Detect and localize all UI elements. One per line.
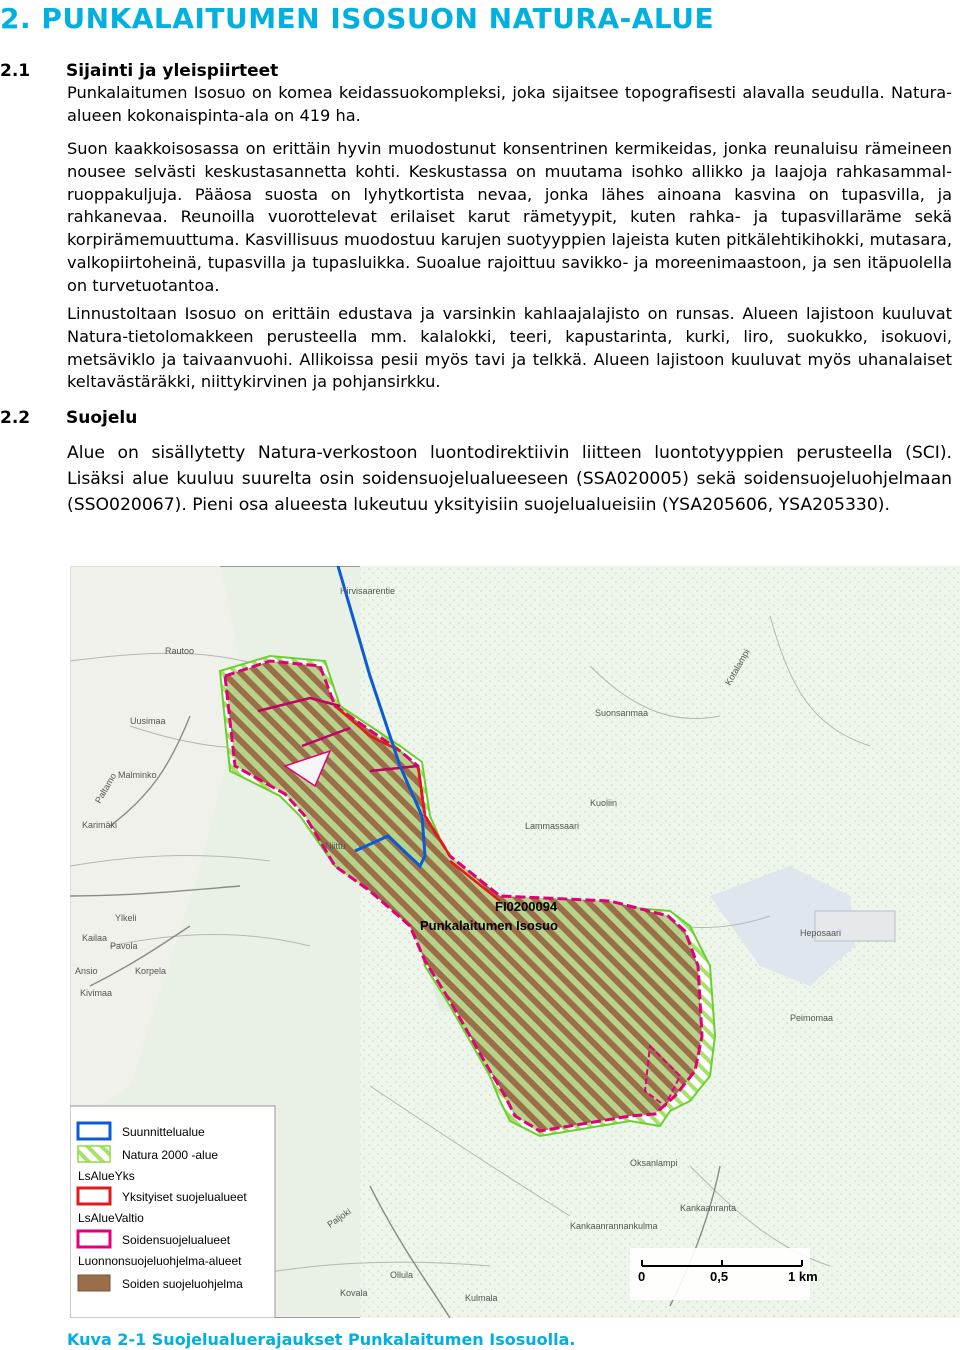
- legend-label: Natura 2000 -alue: [122, 1148, 219, 1162]
- place-label: Kotalampi: [723, 647, 752, 687]
- map-legend: [70, 1106, 275, 1318]
- scale-label: 0,5: [710, 1269, 729, 1284]
- legend-swatch-planning: [78, 1123, 110, 1139]
- place-label: Ollula: [390, 1270, 414, 1280]
- place-label: Ansio: [75, 966, 98, 976]
- place-label: Lammassaari: [525, 821, 580, 831]
- place-label: Kivimaa: [80, 988, 113, 998]
- section-number: 2.1: [0, 61, 31, 81]
- chapter-heading: 2. PUNKALAITUMEN ISOSUON NATURA-ALUE: [0, 2, 715, 35]
- area-name-label: Punkalaitumen Isosuo: [420, 918, 558, 933]
- place-label: Suonsanmaa: [595, 708, 649, 718]
- area-code-label: FI0200094: [495, 899, 558, 914]
- legend-swatch-mire: [78, 1231, 110, 1247]
- legend-group-label: LsAlueValtio: [78, 1211, 144, 1225]
- place-label: Kulmala: [465, 1293, 498, 1303]
- legend-label: Soidensuojelualueet: [122, 1233, 231, 1247]
- place-label: Kuoliin: [590, 798, 618, 808]
- paragraph: Punkalaitumen Isosuo on komea keidassuokompleksi, joka sijaitsee topografisesti alavalla seudulla. Natura-alueen kokonaispinta-ala on 419 ha.: [67, 83, 952, 125]
- place-label: Korpela: [135, 966, 167, 976]
- section-number: 2.2: [0, 408, 31, 428]
- place-label: Paltamo: [93, 771, 119, 805]
- place-label: Malminko: [118, 770, 157, 780]
- place-label: Kailaa: [82, 933, 108, 943]
- place-label: Hirvisaarentie: [340, 586, 396, 596]
- section-title: Suojelu: [66, 408, 138, 428]
- place-label: Karimäki: [82, 820, 118, 830]
- paragraph: Suon kaakkoisosassa on erittäin hyvin muodostunut konsentrinen kermikeidas, jonka reunaluisu rämeineen nousee selvästi keskustasannetta kohti. Keskustassa on muutama isohko allikko ja laajoja rahkasammal-ruoppakuljuja. Pääosa suosta on lyhytkortista nevaa, jonka lähes ainoana kasvina on tupasvilla, ja rahkanevaa. Reunoilla vuorottelevat erilaiset karut rämetyypit, kuten rahka- ja tupasvillaräme sekä korpirämemuuttuma. Kasvillisuus muodostuu karujen suotyyppien lajeista kuten pitkälehtikihokki, mutasara, valkopiirtoheinä, tupasvilla ja tupasluikka. Suoalue rajoittuu savikko- ja moreenimaastoon, ja sen itäpuolella on turvetuotantoa.: [67, 139, 952, 295]
- protection-area-map: [70, 566, 960, 1318]
- paragraph: Linnustoltaan Isosuo on erittäin edustava ja varsinkin kahlaajalajisto on runsas. Alueen lajistoon kuuluvat Natura-tietolomakkeen perusteella mm. kalalokki, teeri, kapustarinta, kurki, liro, suokukko, isokuovi, metsäviklo ja taivaanvuohi. Allikoissa pesii myös tavi ja telkkä. Alueen lajistoon kuuluvat myös uhanalaiset keltavästäräkki, niittykirvinen ja pohjansirkku.: [67, 304, 952, 392]
- section-heading-2-1: [0, 61, 278, 81]
- place-label: Peimomaa: [790, 1013, 834, 1023]
- legend-label: Suunnittelualue: [122, 1125, 205, 1139]
- place-label: Uusimaa: [130, 716, 166, 726]
- section-title: Sijainti ja yleispiirteet: [66, 61, 279, 81]
- legend-group-label: LsAlueYks: [78, 1169, 135, 1183]
- legend-swatch-private: [78, 1188, 110, 1204]
- section-heading-2-2: [0, 408, 137, 428]
- legend-group-label: Luonnonsuojeluohjelma-alueet: [78, 1254, 242, 1268]
- place-label: Paljoki: [325, 1206, 353, 1230]
- scale-bar: [630, 1248, 818, 1300]
- legend-label: Yksityiset suojelualueet: [122, 1190, 247, 1204]
- place-label: Kovala: [340, 1288, 368, 1298]
- legend-swatch-mire-programme: [78, 1275, 110, 1291]
- place-label: Rautoo: [165, 646, 195, 656]
- place-label: Kankaanranta: [680, 1203, 737, 1213]
- paragraph: Alue on sisällytetty Natura-verkostoon luontodirektiivin liitteen luontotyyppien perusteella (SCI). Lisäksi alue kuuluu suurelta osin soidensuojelualueeseen (SSA020005) sekä soidensuojeluohjelmaan (SSO020067). Pieni osa alueesta lukeutuu yksityisiin suojelualueisiin (YSA205606, YSA205330).: [67, 443, 952, 515]
- legend-label: Soiden suojeluohjelma: [122, 1277, 243, 1291]
- legend-swatch-natura: [78, 1146, 110, 1162]
- scale-label: 1 km: [788, 1269, 818, 1284]
- place-label: Niittu: [325, 841, 346, 851]
- place-label: Heposaari: [800, 928, 842, 938]
- place-label: Oksanlampi: [630, 1158, 678, 1168]
- place-label: Kankaanrannankulma: [570, 1221, 658, 1231]
- place-label: Ylkeli: [115, 913, 137, 923]
- scale-label: 0: [638, 1269, 646, 1284]
- figure-caption: Kuva 2-1 Suojelualuerajaukset Punkalaitumen Isosuolla.: [67, 1330, 576, 1349]
- place-label: Pavola: [110, 941, 138, 951]
